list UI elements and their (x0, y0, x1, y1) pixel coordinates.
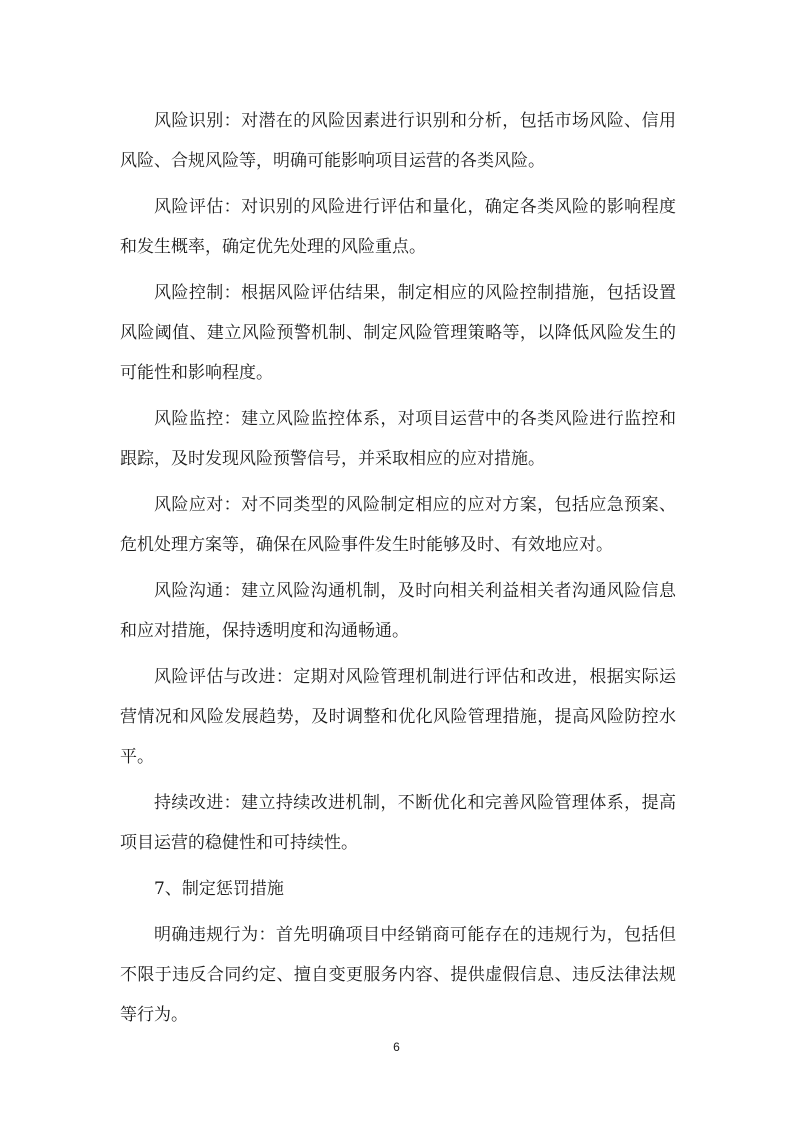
paragraph-risk-communication: 风险沟通：建立风险沟通机制，及时向相关利益相关者沟通风险信息和应对措施，保持透明度和沟通畅通。 (120, 581, 676, 641)
section-heading: 7、制定惩罚措施 (154, 879, 284, 899)
document-body (120, 101, 676, 1041)
paragraph-risk-monitoring: 风险监控：建立风险监控体系，对项目运营中的各类风险进行监控和跟踪，及时发现风险预警信号，并采取相应的应对措施。 (120, 409, 676, 469)
paragraph-risk-identification: 风险识别：对潜在的风险因素进行识别和分析，包括市场风险、信用风险、合规风险等，明确可能影响项目运营的各类风险。 (120, 111, 676, 171)
paragraph-risk-evaluation-improvement: 风险评估与改进：定期对风险管理机制进行评估和改进，根据实际运营情况和风险发展趋势，及时调整和优化风险管理措施，提高风险防控水平。 (120, 667, 676, 767)
paragraph-continuous-improvement: 持续改进：建立持续改进机制，不断优化和完善风险管理体系，提高项目运营的稳健性和可持续性。 (120, 793, 676, 853)
paragraph-define-violations: 明确违规行为：首先明确项目中经销商可能存在的违规行为，包括但不限于违反合同约定、擅自变更服务内容、提供虚假信息、违反法律法规等行为。 (120, 925, 676, 1025)
paragraph-risk-control: 风险控制：根据风险评估结果，制定相应的风险控制措施，包括设置风险阈值、建立风险预警机制、制定风险管理策略等，以降低风险发生的可能性和影响程度。 (120, 283, 676, 383)
paragraph-risk-assessment: 风险评估：对识别的风险进行评估和量化，确定各类风险的影响程度和发生概率，确定优先处理的风险重点。 (120, 197, 676, 257)
paragraph-risk-response: 风险应对：对不同类型的风险制定相应的应对方案，包括应急预案、危机处理方案等，确保在风险事件发生时能够及时、有效地应对。 (120, 495, 676, 555)
page-number: 6 (393, 1040, 400, 1054)
